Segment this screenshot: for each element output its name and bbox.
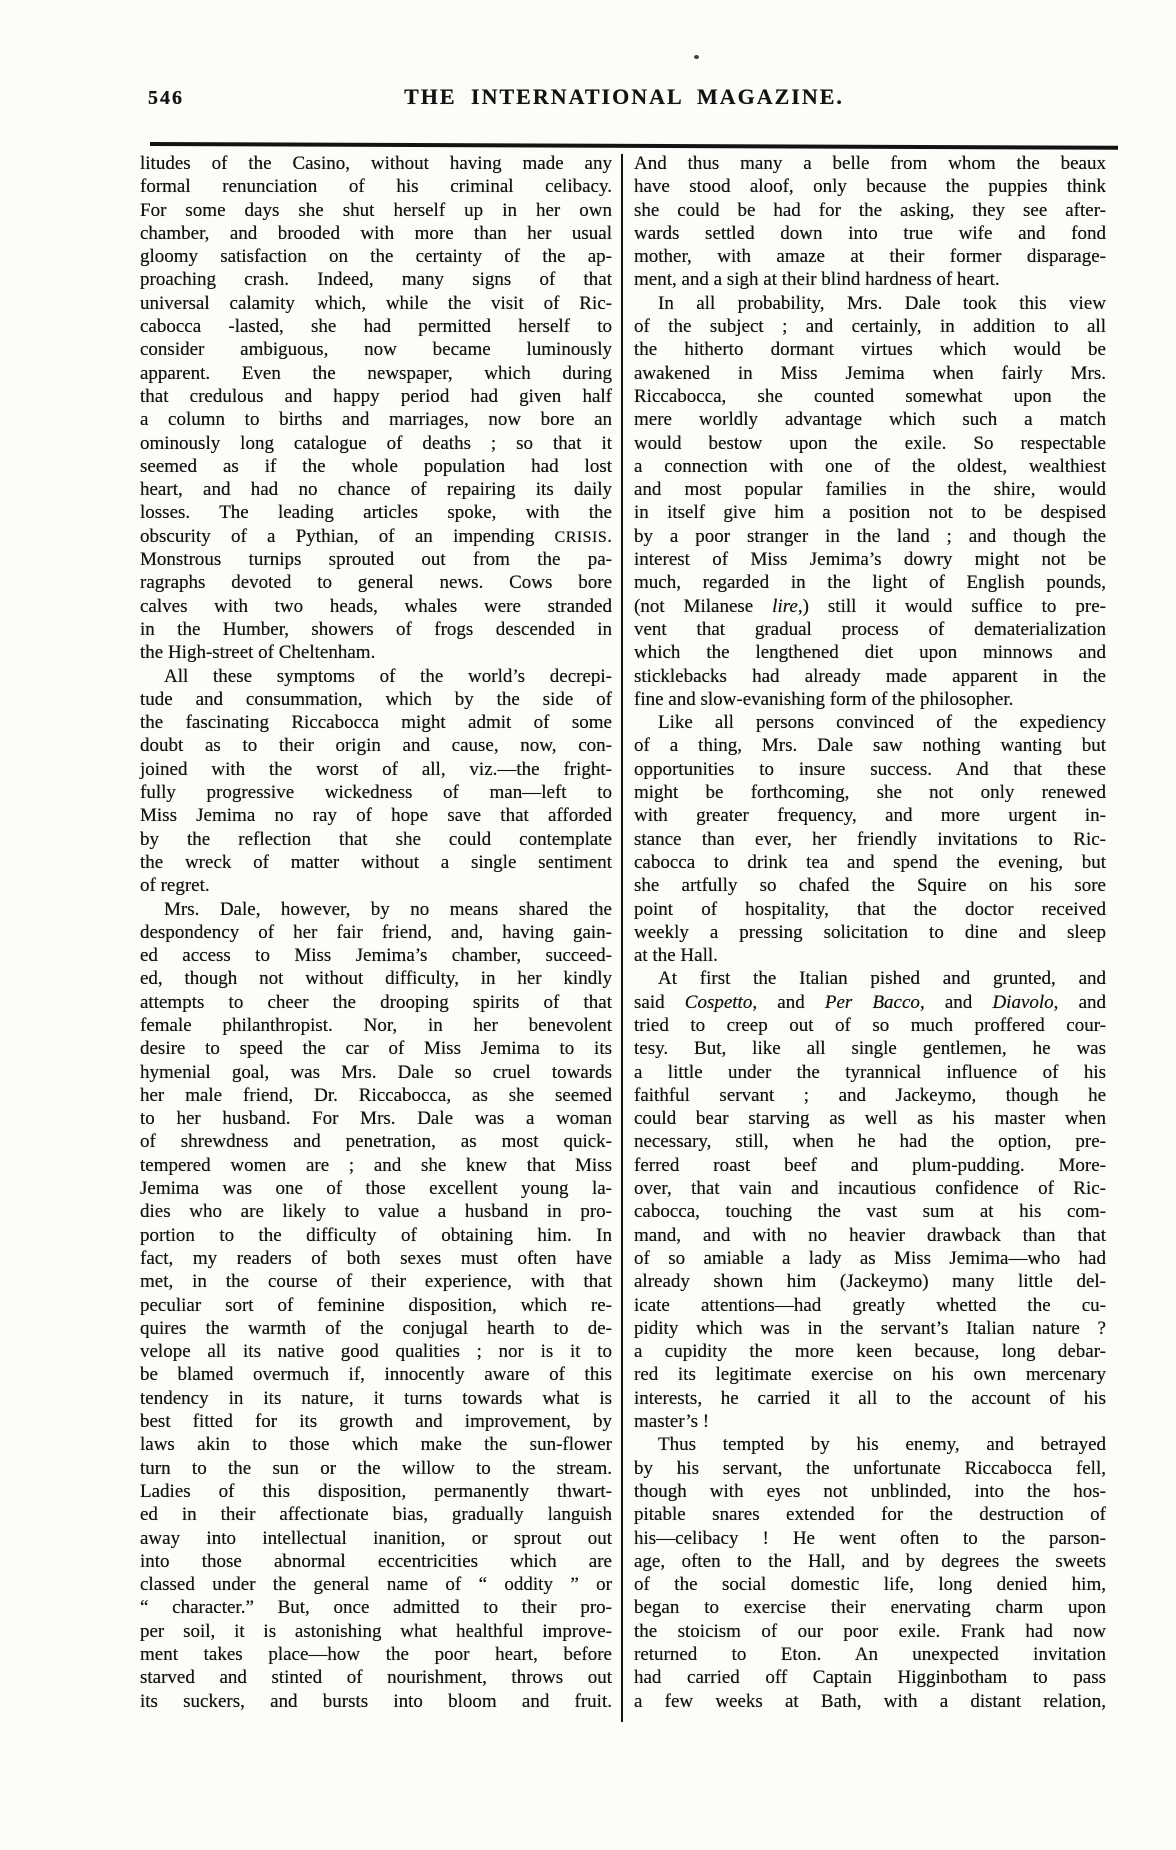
text-line: tude and consummation, which by the side of [140,688,612,710]
text-line: best fitted for its growth and improvement, by [140,1411,612,1433]
text-line: (not Milanese lire,) still it would suffice to pre- [634,595,1106,617]
text-line: starved and stinted of nourishment, throws out [140,1667,612,1689]
left-column [140,152,612,1713]
text-line: have stood aloof, only because the puppies think [634,176,1106,198]
text-line: began to exercise their enervating charm upon [634,1597,1106,1619]
paragraph [634,1433,1106,1713]
text-line: velope all its native good qualities ; nor is it to [140,1341,612,1363]
page-number: 546 [148,87,184,109]
text-line: a little under the tyrannical influence of his [634,1061,1106,1083]
text-line: of the social domestic life, long denied him, [634,1574,1106,1596]
text-line: ed access to Miss Jemima’s chamber, succeed- [140,945,612,967]
text-line: already shown him (Jackeymo) many little del- [634,1271,1106,1293]
text-line: could bear starving as well as his master when [634,1108,1106,1130]
text-line: despondency of her fair friend, and, having gain- [140,921,612,943]
text-line: chamber, and brooded with more than her usual [140,222,612,244]
text-line: calves with two heads, whales were stranded [140,595,612,617]
text-line: fully progressive wickedness of man—left to [140,782,612,804]
text-line: might be forthcoming, she not only renewed [634,782,1106,804]
text-line: icate attentions—had greatly whetted the cu- [634,1294,1106,1316]
text-line: wards settled down into true wife and fond [634,222,1106,244]
text-line: ferred roast beef and plum-pudding. More- [634,1154,1106,1176]
text-columns [140,152,1106,1727]
text-line: At first the Italian pished and grunted, and [658,968,1106,990]
text-line: gloomy satisfaction on the certainty of the ap- [140,246,612,268]
text-line: pidity which was in the servant’s Italian nature ? [634,1317,1106,1339]
text-line: point of hospitality, that the doctor received [634,898,1106,920]
text-line: seemed as if the whole population had lost [140,455,612,477]
text-line: heart, and had no chance of repairing its daily [140,479,612,501]
text-line: cabocca to drink tea and spend the evening, but [634,851,1106,873]
text-line: interest of Miss Jemima’s dowry might not be [634,549,1106,571]
text-line: ed in their affectionate bias, gradually languish [140,1504,612,1526]
text-line: away into intellectual inanition, or sprout out [140,1527,612,1549]
text-line: Ladies of this disposition, permanently thwart- [140,1480,612,1502]
text-line: had carried off Captain Higginbotham to pass [634,1667,1106,1689]
text-line: Thus tempted by his enemy, and betrayed [658,1434,1106,1456]
text-line: returned to Eton. An unexpected invitation [634,1644,1106,1665]
text-line: by his servant, the unfortunate Riccabocca fell, [634,1457,1106,1479]
text-line: of regret. [140,875,210,897]
text-line: For some days she shut herself up in her own [140,199,612,221]
text-line: mother, with amaze at their former disparage- [634,246,1106,268]
text-line: vent that gradual process of dematerialization [634,618,1106,640]
text-line: fact, my readers of both sexes must often have [140,1247,612,1269]
text-line: attempts to cheer the drooping spirits of that [140,991,612,1013]
text-line: All these symptoms of the world’s decrepi- [164,665,612,687]
text-line: of the subject ; and certainly, in addition to all [634,316,1106,338]
text-line: necessary, still, when he had the option, pre- [634,1131,1106,1153]
text-line: Miss Jemima no ray of hope save that afforded [140,805,612,827]
text-line: ominously long catalogue of deaths ; so that it [140,432,612,454]
text-line: joined with the worst of all, viz.—the fright- [140,758,612,780]
text-line: losses. The leading articles spoke, with the [140,502,612,524]
text-line: female philanthropist. Nor, in her benevolent [140,1014,612,1036]
text-line: interests, he carried it all to the account of his [634,1387,1106,1409]
text-line: Like all persons convinced of the expediency [658,712,1106,734]
text-line: apparent. Even the newspaper, which during [140,362,612,384]
text-line: and most popular families in the shire, would [634,479,1106,501]
text-line: the fascinating Riccabocca might admit of some [140,712,612,734]
text-line: Jemima was one of those excellent young la- [140,1178,612,1200]
text-line: said Cospetto, and Per Bacco, and Diavolo, and [634,991,1107,1013]
text-line: cabocca -lasted, she had permitted herself to [140,316,612,338]
text-line: ment takes place—how the poor heart, before [140,1644,612,1665]
text-line: peculiar sort of feminine disposition, which re- [140,1294,612,1316]
text-line: universal calamity which, while the visit of Ric- [140,292,612,314]
text-line: sticklebacks had already made apparent in the [634,665,1106,687]
text-line: by the reflection that she could contemplate [140,828,612,850]
text-line: Riccabocca, she counted somewhat upon the [634,385,1106,407]
text-line: ment, and a sigh at their blind hardness of heart. [634,269,1000,291]
paragraph [634,711,1106,967]
paragraph [634,152,1106,292]
text-line: cabocca, touching the vast sum at his com- [634,1201,1106,1223]
text-line: per soil, it is astonishing what healthful improve- [140,1620,612,1642]
text-line: by a poor stranger in the land ; and though the [634,525,1106,547]
text-line: be blamed overmuch if, innocently aware of this [140,1364,612,1386]
text-line: ragraphs devoted to general news. Cows bore [140,572,612,594]
text-line: a cupidity the more keen because, long debar- [634,1341,1106,1363]
text-line: “ character.” But, once admitted to their pro- [140,1597,612,1619]
text-line: laws akin to those which make the sun-flower [140,1434,612,1456]
text-line: a column to births and marriages, now bore an [140,409,612,431]
text-line: over, that vain and incautious confidence of Ric- [634,1178,1106,1200]
text-line: with greater frequency, and more urgent in- [634,805,1106,827]
text-line: tried to creep out of so much proffered cour- [634,1014,1106,1036]
text-line: master’s ! [634,1411,710,1433]
text-line: his—celibacy ! He went often to the parson- [634,1527,1106,1549]
text-line: the High-street of Cheltenham. [140,642,376,664]
text-line: its suckers, and bursts into bloom and fruit. [140,1690,612,1712]
text-line: ed, though not without difficulty, in her kindly [140,968,612,990]
text-line: pitable snares extended for the destruction of [634,1504,1106,1526]
text-line: at the Hall. [634,945,718,967]
text-line: hymenial goal, was Mrs. Dale so cruel towards [140,1061,612,1083]
text-line: stance than ever, her friendly invitations to Ric- [634,828,1106,850]
text-line: portion to the difficulty of obtaining him. In [140,1224,612,1246]
text-line: In all probability, Mrs. Dale took this view [658,292,1106,314]
text-line: mand, and with no heavier drawback than that [634,1224,1106,1246]
paragraph [140,152,612,665]
text-line: age, often to the Hall, and by degrees the sweets [634,1550,1106,1572]
text-line: a few weeks at Bath, with a distant relation, [634,1690,1106,1712]
text-line: much, regarded in the light of English pounds, [634,572,1106,594]
column-divider [621,154,623,1722]
text-line: though with eyes not unblinded, into the hos- [634,1480,1106,1502]
text-line: fine and slow-evanishing form of the philosopher. [634,688,1014,710]
text-line: which the lengthened diet upon minnows and [634,642,1106,664]
text-line: a connection with one of the oldest, wealthiest [634,455,1106,477]
text-line: turn to the sun or the willow to the stream. [140,1457,612,1479]
text-line: awakened in Miss Jemima when fairly Mrs. [634,362,1106,384]
text-line: Monstrous turnips sprouted out from the pa- [140,549,612,571]
text-line: doubt as to their origin and cause, now, con- [140,735,612,757]
text-line: mere worldly advantage which such a match [634,409,1106,431]
text-line: opportunities to insure success. And that these [634,758,1106,780]
text-line: that credulous and happy period had given half [140,385,612,407]
text-line: classed under the general name of “ oddity ” or [140,1574,612,1596]
text-line: the wreck of matter without a single sentiment [140,851,612,873]
page-header [140,84,1108,128]
text-line: tendency in its nature, it turns towards what is [140,1387,612,1409]
paragraph [634,292,1106,711]
text-line: quires the warmth of the conjugal hearth to de- [140,1317,612,1339]
paragraph [140,898,612,1713]
text-line: tempered women are ; and she knew that Miss [140,1154,612,1176]
right-column [634,152,1106,1713]
text-line: obscurity of a Pythian, of an impending CRISIS. [140,525,612,547]
paragraph [140,665,612,898]
text-line: she artfully so chafed the Squire on his sore [634,875,1106,897]
text-line: red its legitimate exercise on his own mercenary [634,1364,1106,1386]
text-line: tesy. But, like all single gentlemen, he was [634,1038,1106,1060]
text-line: proaching crash. Indeed, many signs of that [140,269,612,291]
text-line: to her husband. For Mrs. Dale was a woman [140,1108,612,1130]
text-line: into those abnormal eccentricities which are [140,1550,612,1572]
text-line: Mrs. Dale, however, by no means shared the [164,898,612,920]
text-line: she could be had for the asking, they see after- [634,199,1106,221]
text-line: would bestow upon the exile. So respectable [634,432,1106,454]
text-line: in the Humber, showers of frogs descended in [140,618,612,640]
text-line: desire to speed the car of Miss Jemima to its [140,1038,612,1060]
text-line: in itself give him a position not to be despised [634,502,1106,524]
journal-title: THE INTERNATIONAL MAGAZINE. [404,84,844,109]
text-line: consider ambiguous, now became luminously [140,339,612,361]
text-line: met, in the course of their experience, with that [140,1271,612,1293]
paragraph [634,967,1106,1433]
text-line: her male friend, Dr. Riccabocca, as she seemed [140,1084,612,1106]
text-line: faithful servant ; and Jackeymo, though he [634,1084,1106,1106]
header-rule [150,142,1118,149]
text-line: dies who are likely to value a husband in pro- [140,1201,612,1223]
text-line: of a thing, Mrs. Dale saw nothing wanting but [634,735,1106,757]
text-line: weekly a pressing solicitation to dine and sleep [634,921,1106,943]
scan-speck [694,55,699,59]
text-line: the hitherto dormant virtues which would be [634,339,1106,361]
text-line: formal renunciation of his criminal celibacy. [140,176,612,198]
text-line: litudes of the Casino, without having made any [140,153,612,174]
text-line: of so amiable a lady as Miss Jemima—who had [634,1247,1106,1269]
text-line: of shrewdness and penetration, as most quick- [140,1131,612,1153]
text-line: And thus many a belle from whom the beaux [634,153,1106,174]
text-line: the stoicism of our poor exile. Frank had now [634,1620,1106,1642]
